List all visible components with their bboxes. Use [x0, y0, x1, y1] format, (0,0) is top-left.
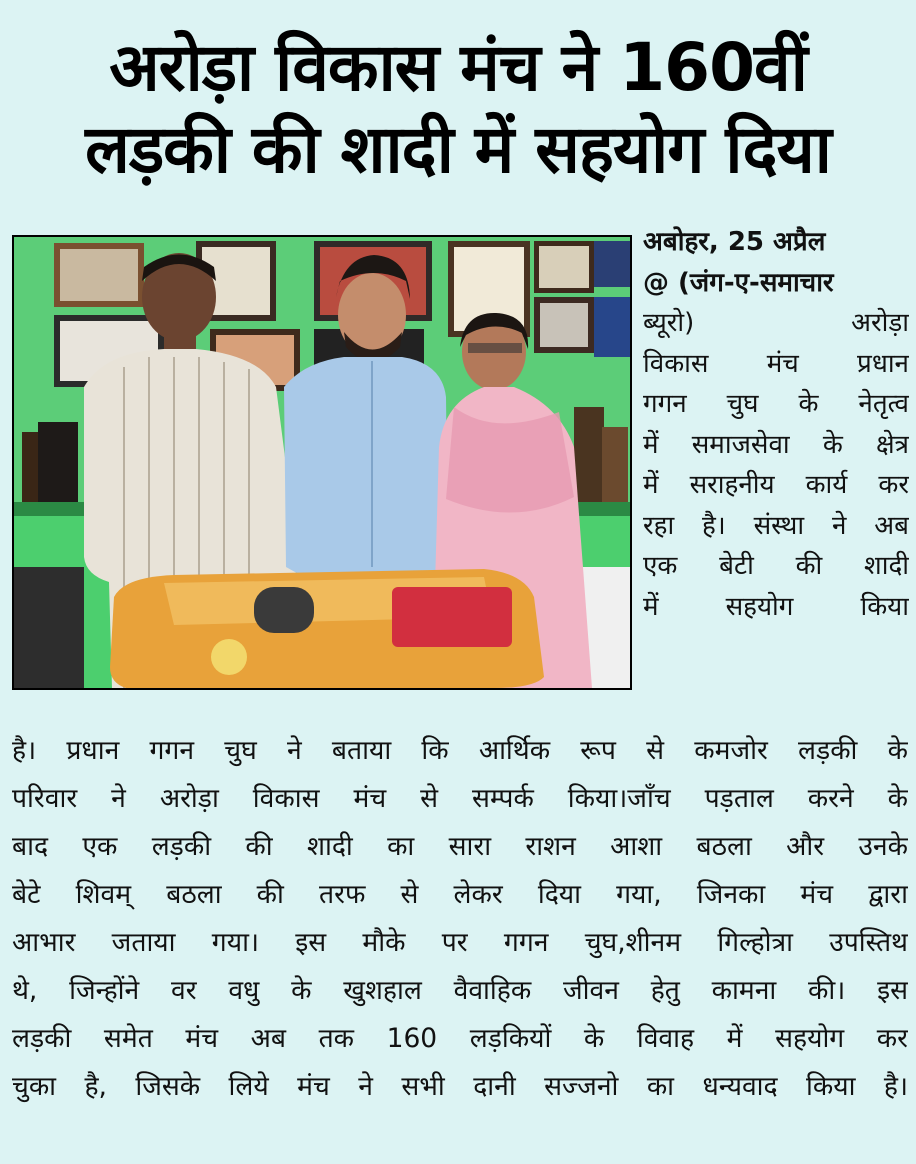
dateline: अबोहर, 25 अप्रैल	[643, 227, 826, 257]
headline-line-2: लड़की की शादी में सहयोग दिया	[85, 111, 831, 188]
side-line: में सहयोग किया	[643, 591, 909, 622]
group-photo-image	[14, 237, 630, 688]
body-line: लड़की समेत मंच अब तक 160 लड़कियों के विवाह में सहयोग कर	[12, 1023, 908, 1054]
body-line: बेटे शिवम् बठला की तरफ से लेकर दिया गया, जिनका मंच द्वारा	[12, 879, 908, 910]
article-side-column	[643, 222, 909, 627]
side-line: रहा है। संस्था ने अब	[643, 510, 909, 541]
side-line: विकास मंच प्रधान	[643, 348, 909, 379]
side-line: में सराहनीय कार्य कर	[643, 470, 909, 500]
body-line: है। प्रधान गगन चुघ ने बताया कि आर्थिक रूप से कमजोर लड़की के	[12, 735, 908, 766]
article-body	[12, 727, 908, 1111]
dateline-source: @ (जंग-ए-समाचार	[643, 267, 834, 298]
body-line: आभार जताया गया। इस मौके पर गगन चुघ,शीनम गिल्होत्रा उपस्तिथ	[12, 927, 908, 958]
news-photo	[12, 235, 632, 690]
side-line: ब्यूरो) अरोड़ा	[643, 308, 909, 338]
side-line: गगन चुघ के नेतृत्व	[643, 389, 909, 419]
side-line: एक बेटी की शादी	[643, 551, 909, 581]
body-line: थे, जिन्होंने वर वधु के खुशहाल वैवाहिक जीवन हेतु कामना की। इस	[12, 975, 908, 1006]
body-line: परिवार ने अरोड़ा विकास मंच से सम्पर्क किया।जाँच पड़ताल करने के	[12, 783, 908, 814]
body-line: बाद एक लड़की की शादी का सारा राशन आशा बठला और उनके	[12, 831, 908, 862]
side-line: में समाजसेवा के क्षेत्र	[643, 429, 909, 460]
body-line: चुका है, जिसके लिये मंच ने सभी दानी सज्जनो का धन्यवाद किया है।	[12, 1071, 908, 1102]
headline-line-1: अरोड़ा विकास मंच ने 160वीं	[109, 29, 807, 106]
